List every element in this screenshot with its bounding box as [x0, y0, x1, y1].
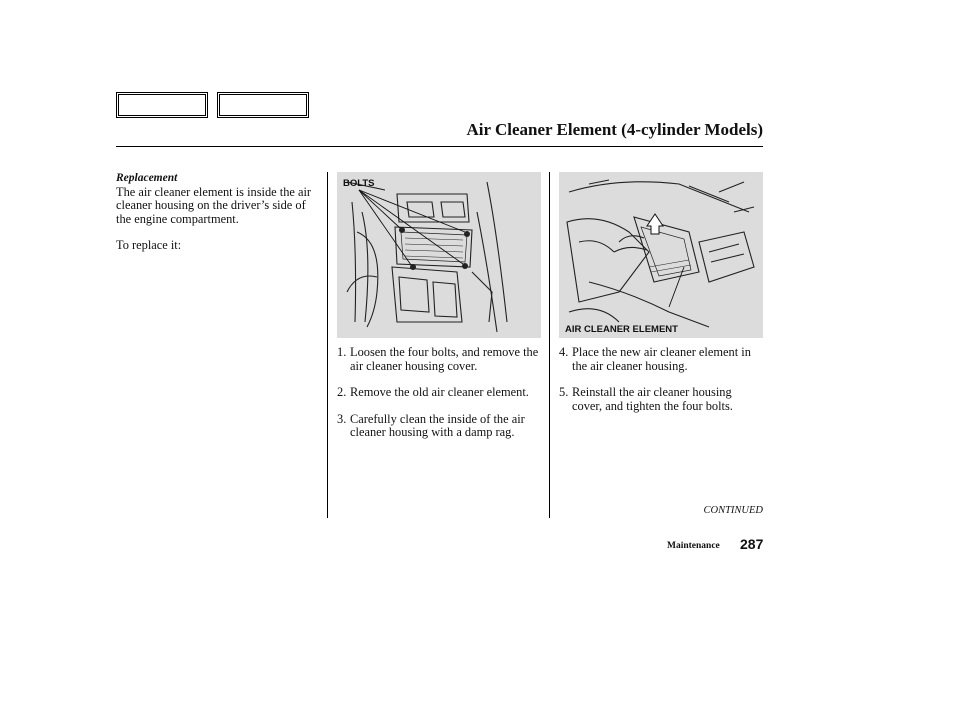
steps-list-left: [337, 346, 542, 453]
bolts-illustration: [337, 172, 541, 338]
bolts-engine-drawing: [337, 172, 541, 338]
page-title: Air Cleaner Element (4-cylinder Models): [466, 120, 763, 139]
step-text: Place the new air cleaner element in the air cleaner housing.: [572, 345, 751, 373]
air-cleaner-illustration: [559, 172, 763, 338]
column-divider-1: [327, 172, 328, 518]
step-text: Reinstall the air cleaner housing cover, and tighten the four bolts.: [572, 385, 733, 413]
title-rule: [116, 146, 763, 147]
step-item: [559, 346, 764, 373]
air-cleaner-element-label: AIR CLEANER ELEMENT: [565, 324, 678, 335]
nav-tab-box-1[interactable]: [116, 92, 208, 118]
step-item: [559, 386, 764, 413]
bolts-label: BOLTS: [343, 178, 375, 189]
step-text: Carefully clean the inside of the air cleaner housing with a damp rag.: [350, 411, 525, 439]
step-item: [337, 413, 542, 440]
continued-note: CONTINUED: [703, 505, 763, 516]
footer-section-name: Maintenance: [667, 541, 720, 551]
nav-tab-box-2[interactable]: [217, 92, 309, 118]
step-number: 2.: [337, 385, 347, 399]
air-cleaner-engine-drawing: [559, 172, 763, 338]
intro-column: [116, 172, 321, 253]
page-number: 287: [740, 536, 764, 552]
step-number: 1.: [337, 345, 347, 359]
step-item: [337, 386, 542, 400]
step-number: 3.: [337, 411, 347, 426]
replacement-subheading: Replacement: [116, 172, 178, 184]
intro-instruction: To replace it:: [116, 238, 182, 253]
step-number: 4.: [559, 345, 569, 359]
steps-list-right: [559, 346, 764, 426]
step-text: Remove the old air cleaner element.: [350, 385, 529, 399]
column-divider-2: [549, 172, 550, 518]
step-item: [337, 346, 542, 373]
step-text: Loosen the four bolts, and remove the air cleaner housing cover.: [350, 345, 539, 373]
step-number: 5.: [559, 385, 569, 399]
intro-paragraph: The air cleaner element is inside the air cleaner housing on the driver’s side of the engine compartment.: [116, 184, 312, 226]
